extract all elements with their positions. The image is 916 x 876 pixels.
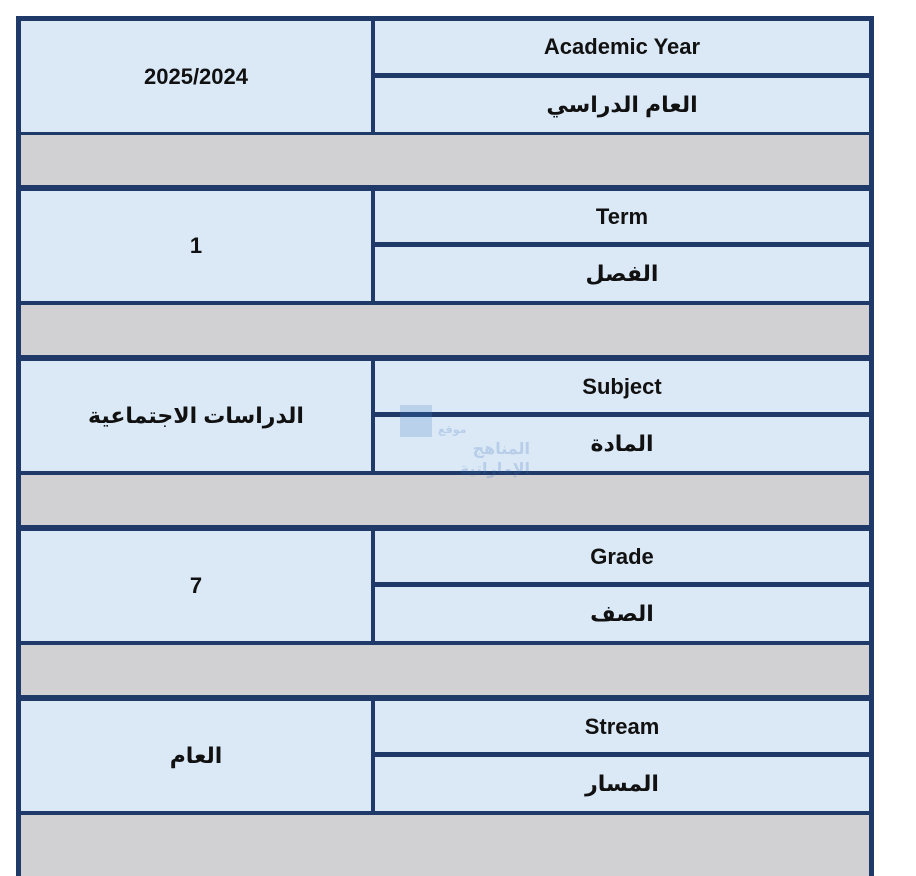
watermark-logo: موقع المناهج الإماراتية	[400, 405, 530, 465]
separator-row	[21, 135, 869, 185]
term-value: 1	[21, 191, 371, 301]
stream-value: العام	[21, 701, 371, 811]
subject-label-ar: المادة	[375, 417, 869, 471]
stream-label-en: Stream	[375, 701, 869, 752]
stream-label-ar: المسار	[375, 757, 869, 811]
academic-year-value: 2025/2024	[21, 21, 371, 132]
academic-year-label-en: Academic Year	[375, 21, 869, 73]
academic-year-label-ar: العام الدراسي	[375, 78, 869, 132]
grade-value: 7	[21, 531, 371, 641]
separator-row	[21, 645, 869, 695]
subject-value: الدراسات الاجتماعية	[21, 361, 371, 471]
term-label-ar: الفصل	[375, 247, 869, 301]
separator-row	[21, 305, 869, 355]
info-table	[16, 16, 874, 876]
term-label-en: Term	[375, 191, 869, 242]
grade-label-ar: الصف	[375, 587, 869, 641]
separator-row	[21, 815, 869, 876]
subject-label-en: Subject	[375, 361, 869, 412]
separator-row	[21, 475, 869, 525]
grade-label-en: Grade	[375, 531, 869, 582]
